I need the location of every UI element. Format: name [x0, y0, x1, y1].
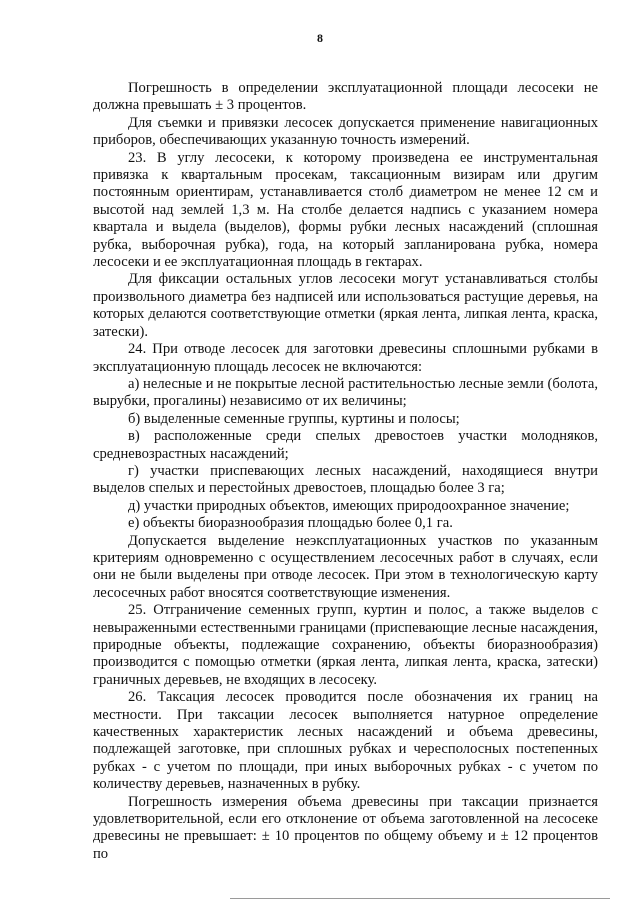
list-item-b: б) выделенные семенные группы, куртины и полосы;: [128, 410, 460, 427]
page-bottom-divider: [230, 898, 610, 899]
paragraph-accuracy-area: Погрешность в определении эксплуатационной площади лесосеки не должна превышать ± 3 процентов.: [93, 80, 598, 114]
paragraph-volume-accuracy: Погрешность измерения объема древесины при таксации признается удовлетворительной, если его отклонение от объема заготовленной на лесосеке древесины не превышает: ± 10 процентов по общему объему и ± 12 процентов по: [93, 793, 598, 862]
paragraph-26-taxation: 26. Таксация лесосек проводится после обозначения их границ на местности. При таксации лесосек выполняется натурное определение качественных характеристик лесных насаждений и объема древесины, подлежащей заготовке, при сплошных рубках и чересполосных постепенных рубках - с учетом по площади, при иных выборочных рубках - с учетом по количеству деревьев, назначенных в рубку.: [93, 689, 598, 793]
page-number: 8: [317, 31, 323, 45]
list-item-e: е) объекты биоразнообразия площадью более 0,1 га.: [128, 515, 453, 532]
paragraph-navigation-devices: Для съемки и привязки лесосек допускается применение навигационных приборов, обеспечивающих указанную точность измерений.: [93, 114, 598, 149]
list-item-d: д) участки природных объектов, имеющих природоохранное значение;: [128, 497, 570, 514]
document-body: [93, 80, 598, 863]
paragraph-25-delineation: 25. Отграничение семенных групп, куртин и полос, а также выделов с невыраженными естественными границами (приспевающие лесные насаждения, природные объекты, подлежащие сохранению, объекты биоразнообразия) производится с помощью отметки (яркая лента, липкая лента, краска, затески) граничных деревьев, не входящих в лесосеку.: [93, 602, 598, 688]
list-item-g: г) участки приспевающих лесных насаждений, находящиеся внутри выделов спелых и перестойных древостоев, площадью более 3 га;: [93, 462, 598, 497]
list-item-v: в) расположенные среди спелых древостоев участки молодняков, средневозрастных насаждений;: [93, 428, 598, 462]
paragraph-23-corner-post: 23. В углу лесосеки, к которому произведена ее инструментальная привязка к квартальным просекам, таксационным визирам или другим постоянным ориентирам, устанавливается столб диаметром не менее 12 см и высотой над землей 1,3 м. На столбе делается надпись с указанием номера квартала и выдела (выделов), формы рубки лесных насаждений (сплошная рубка, выборочная рубка), года, на который запланирована рубка, номера лесосеки и ее эксплуатационная площадь в гектарах.: [93, 149, 598, 271]
list-item-a: а) нелесные и не покрытые лесной растительностью лесные земли (болота, вырубки, прогалины) независимо от их величины;: [93, 375, 598, 410]
paragraph-allowed-allocation: Допускается выделение неэксплуатационных участков по указанным критериям одновременно с осуществлением лесосечных работ в случаях, если они не были выделены при отводе лесосек. При этом в технологическую карту лесосечных работ вносятся соответствующие изменения.: [93, 532, 598, 601]
paragraph-other-corners: Для фиксации остальных углов лесосеки могут устанавливаться столбы произвольного диаметра без надписей или использоваться растущие деревья, на которых делаются соответствующие отметки (яркая лента, липкая лента, краска, затески).: [93, 271, 598, 340]
paragraph-24-exclusions: 24. При отводе лесосек для заготовки древесины сплошными рубками в эксплуатационную площадь лесосек не включаются:: [93, 341, 598, 375]
